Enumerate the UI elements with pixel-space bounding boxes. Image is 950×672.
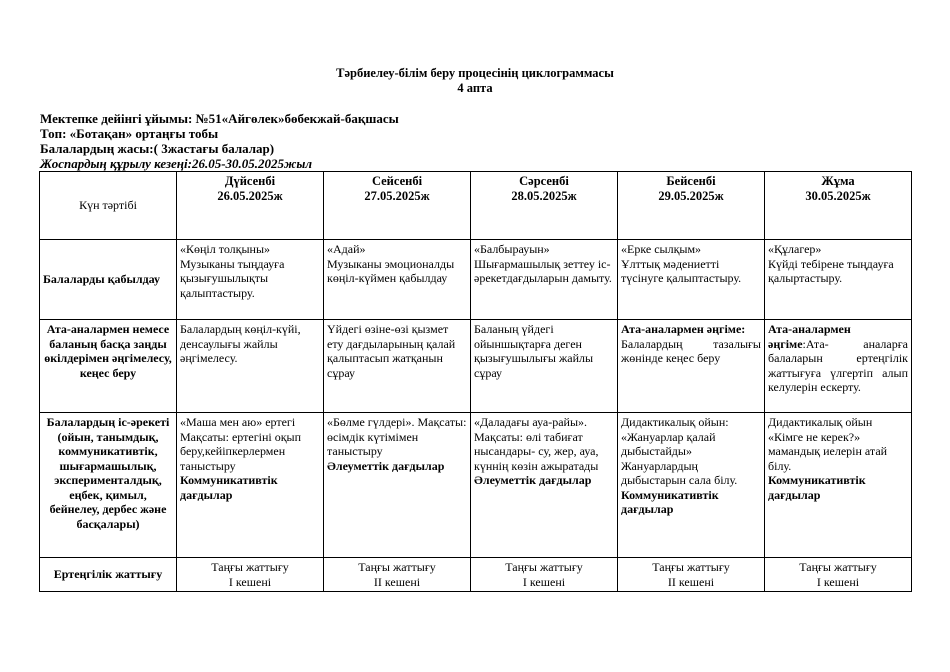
day-name: Сейсенбі [371,174,423,188]
cell-line: Таңғы жаттығу [358,560,436,574]
cell-title: «Ерке сылқым» [621,242,702,256]
age-line: Балалардың жасы:( 3жастағы балалар) [40,141,275,156]
cell-text: Музыканы эмоционалды көңіл-күймен қабылдау [327,256,455,285]
day-header-thursday [618,172,765,240]
cell-text: Балалардың көңіл-күйі, денсаулығы жайлы әңгімелесу. [180,322,301,365]
day-header-friday [765,172,912,240]
period-line: Жоспардың құрылу кезеңі:26.05-30.05.2025жыл [40,156,313,171]
day-date: 26.05.2025ж [217,188,283,203]
cell-text: Музыканы тыңдауға қызығушылықты қалыптастыру. [180,256,285,300]
parents-cell [177,320,324,413]
schedule-header-cell [40,172,177,240]
organization-line: Мектепке дейінгі ұйымы: №51«Айгөлек»бөбекжай-бақшасы [40,111,399,126]
cell-line: Таңғы жаттығу [799,560,877,574]
cell-line: І кешені [228,574,272,589]
skill-label: Коммуникативтік дағдылар [621,487,719,516]
table-row-exercise [40,558,912,592]
cell-title: «Адай» [327,242,366,256]
cell-line: Таңғы жаттығу [505,560,583,574]
exercise-cell [765,558,912,592]
day-header-monday [177,172,324,240]
cell-line: ІІ кешені [373,574,421,589]
row-label-exercise: Ертеңгілік жаттығу [40,558,177,592]
parents-cell [471,320,618,413]
day-name: Бейсенбі [666,174,716,188]
reception-cell [324,240,471,320]
parents-cell [618,320,765,413]
cell-text: «Бөлме гүлдері». Мақсаты: өсімдік күтімімен таныстыру [327,415,467,458]
exercise-cell [471,558,618,592]
day-header-tuesday [324,172,471,240]
schedule-header-label: Күн тәртібі [79,198,137,213]
activity-cell [618,413,765,558]
group-line: Топ: «Ботақан» ортаңғы тобы [40,126,219,141]
cell-text: Күйді тебірене тыңдауға қалыртастыру. [768,256,894,285]
reception-cell [618,240,765,320]
activity-cell [177,413,324,558]
cell-text: Шығармашылық зеттеу іс-әрекетдағдыларын дамыту. [474,256,612,285]
exercise-cell [324,558,471,592]
table-row-parents [40,320,912,413]
cell-line: І кешені [522,574,566,589]
cell-bold-heading: Ата-аналармен әңгіме [768,322,851,351]
row-label-parents: Ата-аналармен немесе баланың басқа заңды өкілдерімен әңгімелесу, кеңес беру [40,320,177,413]
cell-text: Үйдегі өзіне-өзі қызмет ету дағдыларының қалай қалыптасып жатқанын сұрау [327,322,456,380]
day-header-wednesday [471,172,618,240]
skill-label: Әлеуметтік дағдылар [474,473,592,487]
reception-cell [177,240,324,320]
day-date: 29.05.2025ж [658,188,724,203]
cell-text: Дидактикалық ойын «Кімге не керек?» мамандық иелерін атай білу. [768,415,888,473]
day-name: Жұма [821,174,855,188]
cell-text: «Даладағы ауа-райы». Мақсаты: өлі табиғат нысандары- су, жер, ауа, күннің көзін ажыратады [474,415,599,473]
cell-title: «Көңіл толқыны» [180,242,271,256]
cell-line: Таңғы жаттығу [211,560,289,574]
document-title: Тәрбиелеу-білім беру процесінің циклограммасы [336,66,614,80]
day-date: 28.05.2025ж [511,188,577,203]
cell-text: :Ата- аналарға балаларын ертеңгілік жаттығуға үлгертіп алып келулерін ескерту. [768,336,908,394]
day-name: Дүйсенбі [224,174,276,188]
skill-label: Әлеуметтік дағдылар [327,458,445,473]
cyclogram-table [39,171,912,592]
activity-cell [324,413,471,558]
skill-label: Коммуникативтік дағдылар [768,473,866,502]
cell-text: Дидактикалық ойын: «Жануарлар қалай дыбыстайды» Жануарлардың дыбыстарын сала білу. [621,415,738,487]
exercise-cell [618,558,765,592]
reception-cell [471,240,618,320]
exercise-cell [177,558,324,592]
day-date: 27.05.2025ж [364,188,430,203]
cell-text: «Маша мен аю» ертегі Мақсаты: ертегіні оқып беру,кейіпкерлермен таныстыру [180,415,302,473]
cell-bold-heading: Ата-аналармен әңгіме: [621,322,746,336]
day-date: 30.05.2025ж [805,188,871,203]
activity-cell [765,413,912,558]
row-label-reception: Балаларды қабылдау [40,240,177,320]
cell-title: «Балбырауын» [474,242,550,256]
week-label: 4 апта [457,81,493,95]
parents-cell [765,320,912,413]
cell-text: Ұлттық мәдениетті түсінуге қалыптастыру. [621,256,742,285]
cell-line: Таңғы жаттығу [652,560,730,574]
table-header-row [40,172,912,240]
skill-label: Коммуникативтік дағдылар [180,473,278,502]
cell-line: ІІ кешені [667,574,715,589]
row-label-activity: Балалардың іс-әрекеті (ойын, танымдық, коммуникативтік, шығармашылық, эксперименталдық, еңбек, қимыл, бейнелеу, дербес және басқалары) [40,413,177,558]
parents-cell [324,320,471,413]
activity-cell [471,413,618,558]
table-row-activity [40,413,912,558]
reception-cell [765,240,912,320]
cell-text: Балалардың тазалығы жөнінде кеңес беру [621,336,761,365]
cell-title: «Құлагер» [768,242,822,256]
cell-line: І кешені [816,574,860,589]
cell-text: Баланың үйдегі ойыншықтарға деген қызығушылығы жайлы сұрау [474,322,594,380]
day-name: Сәрсенбі [519,174,569,188]
table-row-reception [40,240,912,320]
